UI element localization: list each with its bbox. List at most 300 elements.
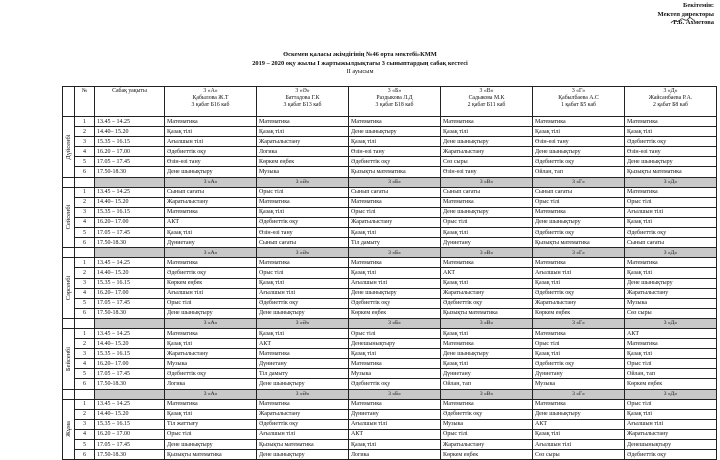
subject-cell: Математика [257,399,349,409]
lesson-time: 14.40– 15.20 [95,127,165,137]
subject-cell: Логика [349,450,441,460]
subject-cell: Дене шынықтыру [349,127,441,137]
subheader-blank [63,389,75,399]
table-row [63,197,717,207]
subject-cell: Әдебиеттік оқу [625,450,717,460]
lesson-number: 5 [75,157,95,167]
document-title [0,51,720,77]
subheader-class: 3 «Д» [625,389,717,399]
lesson-time: 15.35 – 16.15 [95,137,165,147]
subject-cell: Көркем еңбек [349,308,441,318]
table-row [63,137,717,147]
table-row [63,369,717,379]
subject-cell: Дене шынықтыру [533,147,625,157]
day-label-cell [63,187,75,248]
subject-cell: Көркем еңбек [165,278,257,288]
subject-cell: Өзін-өзі тану [349,147,441,157]
lesson-number: 1 [75,328,95,338]
lesson-time: 16.20 – 17.00 [95,429,165,439]
table-row [63,238,717,248]
table-row [63,349,717,359]
subject-cell: Қазақ тілі [257,127,349,137]
subheader-class: 3 «А» [165,318,257,328]
subject-cell: Қызықты математика [165,450,257,460]
lesson-number: 6 [75,450,95,460]
approval-line-1: Бекітемін: [683,2,714,9]
class-subheader-row [63,318,717,328]
subject-cell: Қазақ тілі [349,228,441,238]
subheader-class: 3 «Ә» [257,318,349,328]
table-row [63,127,717,137]
subheader-blank [95,177,165,187]
approval-line-2: Мектеп директоры [657,10,714,18]
subject-cell: Сөз сыры [533,450,625,460]
subject-cell: Дүниетану [533,369,625,379]
subject-cell: Ағылшын тілі [349,419,441,429]
subject-cell: Математика [533,328,625,338]
subject-cell: Сынып сағаты [625,238,717,248]
subject-cell: Музыка [257,167,349,177]
subject-cell: Ағылшын тілі [625,419,717,429]
subject-cell: Музыка [349,369,441,379]
subject-cell: Тіл жаттығу [165,419,257,429]
table-row [63,440,717,450]
subject-cell: Математика [349,258,441,268]
day-label-cell [63,399,75,460]
subject-cell: Қазақ тілі [349,440,441,450]
subject-cell: Орыс тілі [625,197,717,207]
lesson-number: 4 [75,288,95,298]
subheader-blank [95,248,165,258]
day-label-cell [63,328,75,389]
table-row [63,298,717,308]
subject-cell: Көркем еңбек [257,157,349,167]
subject-cell: Қызықты математика [441,308,533,318]
subject-cell: Өзін-өзі тану [165,157,257,167]
subject-cell: Орыс тілі [533,339,625,349]
subject-cell: Музыка [441,419,533,429]
lesson-time: 13.45 – 14.25 [95,399,165,409]
table-row [63,147,717,157]
subject-cell: Дене шынықтыру [441,207,533,217]
table-row [63,450,717,460]
subject-cell: Ойлан, тап [625,369,717,379]
subject-cell: Математика [165,328,257,338]
subject-cell: Жаратылыстану [165,197,257,207]
lesson-time: 17.05 – 17.45 [95,440,165,450]
subject-cell: Математика [625,339,717,349]
class-subheader-row [63,389,717,399]
lesson-time: 17.50-18.30 [95,450,165,460]
subject-cell: АКТ [165,217,257,227]
lesson-number: 3 [75,419,95,429]
lesson-number: 3 [75,278,95,288]
subject-cell: Қазақ тілі [625,409,717,419]
subject-cell: Қызықты математика [349,167,441,177]
subheader-blank [63,318,75,328]
day-label: Бейсенбі [64,346,72,371]
lesson-time: 16.20– 17.00 [95,288,165,298]
subject-cell: Әдебиеттік оқу [349,379,441,389]
lesson-number: 4 [75,217,95,227]
subject-cell: Қазақ тілі [441,328,533,338]
class-subheader-row [63,248,717,258]
table-row [63,217,717,227]
subject-cell: Қазақ тілі [441,228,533,238]
subject-cell: Орыс тілі [625,359,717,369]
subject-cell: Денешынықтыру [625,440,717,450]
subject-cell: Әдебиеттік оқу [533,157,625,167]
subject-cell: Қазақ тілі [625,268,717,278]
day-label: Жұма [64,421,72,438]
header-class-3d: 3 «Д» Жайсанбаева Р.А. 2 қабат Б8 каб [625,87,717,117]
subject-cell: Қазақ тілі [349,349,441,359]
table-row [63,187,717,197]
subject-cell: Қазақ тілі [533,349,625,359]
subheader-blank [63,248,75,258]
subject-cell: Математика [533,117,625,127]
lesson-time: 14.40– 15.20 [95,409,165,419]
subject-cell: Математика [165,258,257,268]
lesson-time: 15.35 – 16.15 [95,419,165,429]
subject-cell: Логика [165,379,257,389]
schedule-table [62,86,717,460]
lesson-time: 14.40– 15.20 [95,339,165,349]
lesson-number: 6 [75,238,95,248]
subject-cell: Қазақ тілі [441,278,533,288]
subject-cell: Математика [441,258,533,268]
subject-cell: Қазақ тілі [165,339,257,349]
lesson-number: 1 [75,187,95,197]
day-label: Сейсенбі [64,205,72,230]
subject-cell: Математика [165,117,257,127]
subject-cell: Әдебиеттік оқу [165,369,257,379]
subheader-blank [95,318,165,328]
subject-cell: Математика [349,359,441,369]
lesson-number: 5 [75,440,95,450]
subject-cell: Дүниетану [441,238,533,248]
subheader-class: 3 «В» [441,177,533,187]
subject-cell: АКТ [257,339,349,349]
subject-cell: Сөз сыры [441,157,533,167]
schedule-body [63,117,717,460]
subheader-class: 3 «Б» [349,389,441,399]
lesson-time: 13.45 – 14.25 [95,328,165,338]
subheader-class: 3 «Г» [533,318,625,328]
lesson-number: 3 [75,349,95,359]
subject-cell: АКТ [625,328,717,338]
subject-cell: Ағылшын тілі [533,440,625,450]
subject-cell: Әдебиеттік оқу [165,147,257,157]
lesson-time: 16.20– 17.00 [95,359,165,369]
subject-cell: Логика [257,147,349,157]
lesson-number: 1 [75,399,95,409]
subheader-class: 3 «А» [165,389,257,399]
subject-cell: Математика [625,117,717,127]
subheader-class: 3 «Ә» [257,389,349,399]
lesson-time: 17.05 – 17.45 [95,369,165,379]
subject-cell: Орыс тілі [349,328,441,338]
subject-cell: Ағылшын тілі [257,288,349,298]
subject-cell: Жаратылыстану [165,349,257,359]
header-row [63,87,717,117]
lesson-number: 2 [75,127,95,137]
subheader-blank [75,318,95,328]
lesson-time: 14.40– 15.20 [95,197,165,207]
table-row [63,409,717,419]
table-row [63,399,717,409]
header-class-3ae: 3 «Ә» Баттадова Г.К 3 қабат Б13 каб [257,87,349,117]
subject-cell: Әдебиеттік оқу [441,409,533,419]
subject-cell: Жаратылыстану [349,217,441,227]
subject-cell: Жаратылыстану [625,429,717,439]
subheader-class: 3 «Г» [533,177,625,187]
subject-cell: Әдебиеттік оқу [625,137,717,147]
subject-cell: Қазақ тілі [165,409,257,419]
subject-cell: Дене шынықтыру [533,409,625,419]
table-row [63,419,717,429]
lesson-time: 14.40– 15.20 [95,268,165,278]
subheader-class: 3 «Ә» [257,177,349,187]
subheader-class: 3 «Б» [349,248,441,258]
subject-cell: Жаратылыстану [441,147,533,157]
subject-cell: Математика [625,258,717,268]
table-row [63,278,717,288]
subject-cell: Сынып сағаты [441,187,533,197]
subject-cell: Әдебиеттік оқу [349,157,441,167]
header-class-3a: 3 «А» Қабылова Ж.Т 3 қабат Б16 каб [165,87,257,117]
subject-cell: Математика [533,258,625,268]
subject-cell: АКТ [349,429,441,439]
class-subheader-row [63,177,717,187]
subheader-blank [75,177,95,187]
subject-cell: Математика [349,399,441,409]
subheader-blank [95,389,165,399]
lesson-number: 5 [75,369,95,379]
subject-cell: Музыка [533,379,625,389]
subject-cell: Қызықты математика [625,167,717,177]
subject-cell: Қазақ тілі [533,127,625,137]
subject-cell: Өзін-өзі тану [441,167,533,177]
lesson-time: 17.50-18.30 [95,379,165,389]
lesson-time: 13.45 – 14.25 [95,187,165,197]
lesson-time: 13.45 – 14.25 [95,258,165,268]
subject-cell: Қазақ тілі [165,228,257,238]
subject-cell: Қазақ тілі [625,217,717,227]
subject-cell: Ағылшын тілі [625,207,717,217]
school-title: Өскемен қаласы әкімдігінің №46 орта мектебі»КММ [283,51,437,58]
table-row [63,207,717,217]
subject-cell: Математика [349,197,441,207]
subject-cell: Әдебиеттік оқу [533,228,625,238]
subject-cell: Дене шынықтыру [625,278,717,288]
signature-mark [670,17,696,25]
subject-cell: Әдебиеттік оқу [441,298,533,308]
subject-cell: Дене шынықтыру [257,450,349,460]
subheader-class: 3 «Д» [625,318,717,328]
lesson-number: 1 [75,258,95,268]
subject-cell: АКТ [441,268,533,278]
lesson-time: 13.45 – 14.25 [95,117,165,127]
lesson-number: 2 [75,197,95,207]
subject-cell: Әдебиеттік оқу [533,359,625,369]
lesson-number: 2 [75,339,95,349]
subject-cell: Қазақ тілі [165,127,257,137]
subheader-class: 3 «Д» [625,177,717,187]
header-class-3b: 3 «Б» Раздыкова Л.Д 3 қабат Б18 каб [349,87,441,117]
subject-cell: Орыс тілі [441,429,533,439]
lesson-number: 3 [75,207,95,217]
subject-cell: Қазақ тілі [625,349,717,359]
subject-cell: Математика [349,117,441,127]
subject-cell: Қазақ тілі [349,268,441,278]
subject-cell: Орыс тілі [257,268,349,278]
lesson-time: 16.20– 17.00 [95,217,165,227]
subject-cell: Көркем еңбек [441,450,533,460]
subheader-class: 3 «В» [441,318,533,328]
subject-cell: Қазақ тілі [257,328,349,338]
subject-cell: Математика [441,197,533,207]
subject-cell: Көркем еңбек [533,308,625,318]
subject-cell: Әдебиеттік оқу [257,298,349,308]
table-row [63,328,717,338]
subject-cell: Жаратылыстану [441,440,533,450]
subject-cell: Жаратылыстану [441,288,533,298]
subject-cell: Тіл дамыту [349,238,441,248]
subject-cell: Дүниетану [349,409,441,419]
subject-cell: Математика [441,339,533,349]
subject-cell: Математика [165,207,257,217]
subject-cell: Әдебиеттік оқу [165,268,257,278]
subject-cell: Ағылшын тілі [165,288,257,298]
table-row [63,117,717,127]
subject-cell: Дене шынықтыру [165,167,257,177]
subheader-class: 3 «Б» [349,177,441,187]
subheader-blank [63,177,75,187]
subject-cell: Орыс тілі [441,217,533,227]
subject-cell: Математика [533,207,625,217]
subject-cell: Сынып сағаты [165,187,257,197]
subject-cell: Көркем еңбек [625,379,717,389]
subject-cell: Математика [441,399,533,409]
subject-cell: Тіл дамыту [257,369,349,379]
lesson-time: 17.05 – 17.45 [95,298,165,308]
lesson-time: 16.20 – 17.00 [95,147,165,157]
subheader-class: 3 «А» [165,177,257,187]
subject-cell: Денешынықтыру [349,339,441,349]
subject-cell: Қазақ тілі [533,278,625,288]
subject-cell: Дүниетану [165,238,257,248]
subject-cell: Ойлан, тап [441,379,533,389]
subject-cell: Қызықты математика [257,440,349,450]
header-day-cell [63,87,75,117]
header-time: Сабақ уақыты [95,87,165,117]
subheader-blank [75,389,95,399]
subject-cell: Орыс тілі [533,197,625,207]
subject-cell: Математика [257,258,349,268]
subject-cell: Математика [257,197,349,207]
subject-cell: Әдебиеттік оқу [625,228,717,238]
subject-cell: Математика [257,349,349,359]
day-label: Сәрсенбі [64,275,72,301]
lesson-time: 17.50-18.30 [95,238,165,248]
subheader-class: 3 «Г» [533,389,625,399]
subject-cell: Жаратылыстану [257,409,349,419]
subject-cell: Музыка [165,359,257,369]
table-row [63,268,717,278]
subject-cell: Әдебиеттік оқу [533,288,625,298]
header-class-3v: 3 «В» Садыкова М.К 2 қабат Б11 каб [441,87,533,117]
subject-cell: Қазақ тілі [441,127,533,137]
subject-cell: Дене шынықтыру [165,440,257,450]
subject-cell: Ағылшын тілі [533,268,625,278]
lesson-number: 4 [75,147,95,157]
lesson-number: 2 [75,409,95,419]
subject-cell: Дене шынықтыру [533,217,625,227]
subject-cell: Жаратылыстану [625,288,717,298]
lesson-number: 3 [75,137,95,147]
day-label-cell [63,117,75,178]
subject-cell: Музыка [625,298,717,308]
lesson-number: 4 [75,359,95,369]
subject-cell: Дене шынықтыру [441,137,533,147]
subheader-class: 3 «Д» [625,248,717,258]
subject-cell: Дүниетану [257,359,349,369]
table-row [63,379,717,389]
subject-cell: Математика [165,399,257,409]
subject-cell: Ағылшын тілі [349,278,441,288]
subject-cell: Ойлан, тап [533,167,625,177]
header-number: № [75,87,95,117]
lesson-time: 15.35 – 16.15 [95,349,165,359]
subject-cell: Математика [257,117,349,127]
subject-cell: Дене шынықтыру [257,308,349,318]
subject-cell: Дене шынықтыру [441,349,533,359]
lesson-number: 2 [75,268,95,278]
subheader-class: 3 «Ә» [257,248,349,258]
subject-cell: Ағылшын тілі [165,137,257,147]
table-row [63,359,717,369]
subheader-class: 3 «Г» [533,248,625,258]
lesson-time: 17.05 – 17.45 [95,228,165,238]
subject-cell: Әдебиеттік оқу [349,298,441,308]
lesson-number: 6 [75,379,95,389]
subject-cell: Дүниетану [441,369,533,379]
subject-cell: Орыс тілі [165,298,257,308]
subject-cell: Жаратылыстану [257,137,349,147]
subject-cell: Қазақ тілі [349,137,441,147]
subject-cell: Орыс тілі [625,399,717,409]
lesson-number: 5 [75,298,95,308]
subheader-class: 3 «А» [165,248,257,258]
lesson-number: 4 [75,429,95,439]
subject-cell: Әдебиеттік оқу [257,217,349,227]
subject-cell: Өзін-өзі тану [533,137,625,147]
subheader-class: 3 «В» [441,248,533,258]
lesson-time: 17.50-18.30 [95,167,165,177]
subject-cell: Дене шынықтыру [349,288,441,298]
subject-cell: Қазақ тілі [533,429,625,439]
subject-cell: Дене шынықтыру [625,157,717,167]
subheader-blank [75,248,95,258]
subject-cell: Орыс тілі [257,187,349,197]
day-label-cell [63,258,75,319]
subject-cell: Орыс тілі [165,429,257,439]
lesson-time: 15.35 – 16.15 [95,207,165,217]
subject-cell: Математика [441,117,533,127]
subject-cell: Әдебиеттік оқу [257,419,349,429]
subject-cell: Қызықты математика [533,238,625,248]
